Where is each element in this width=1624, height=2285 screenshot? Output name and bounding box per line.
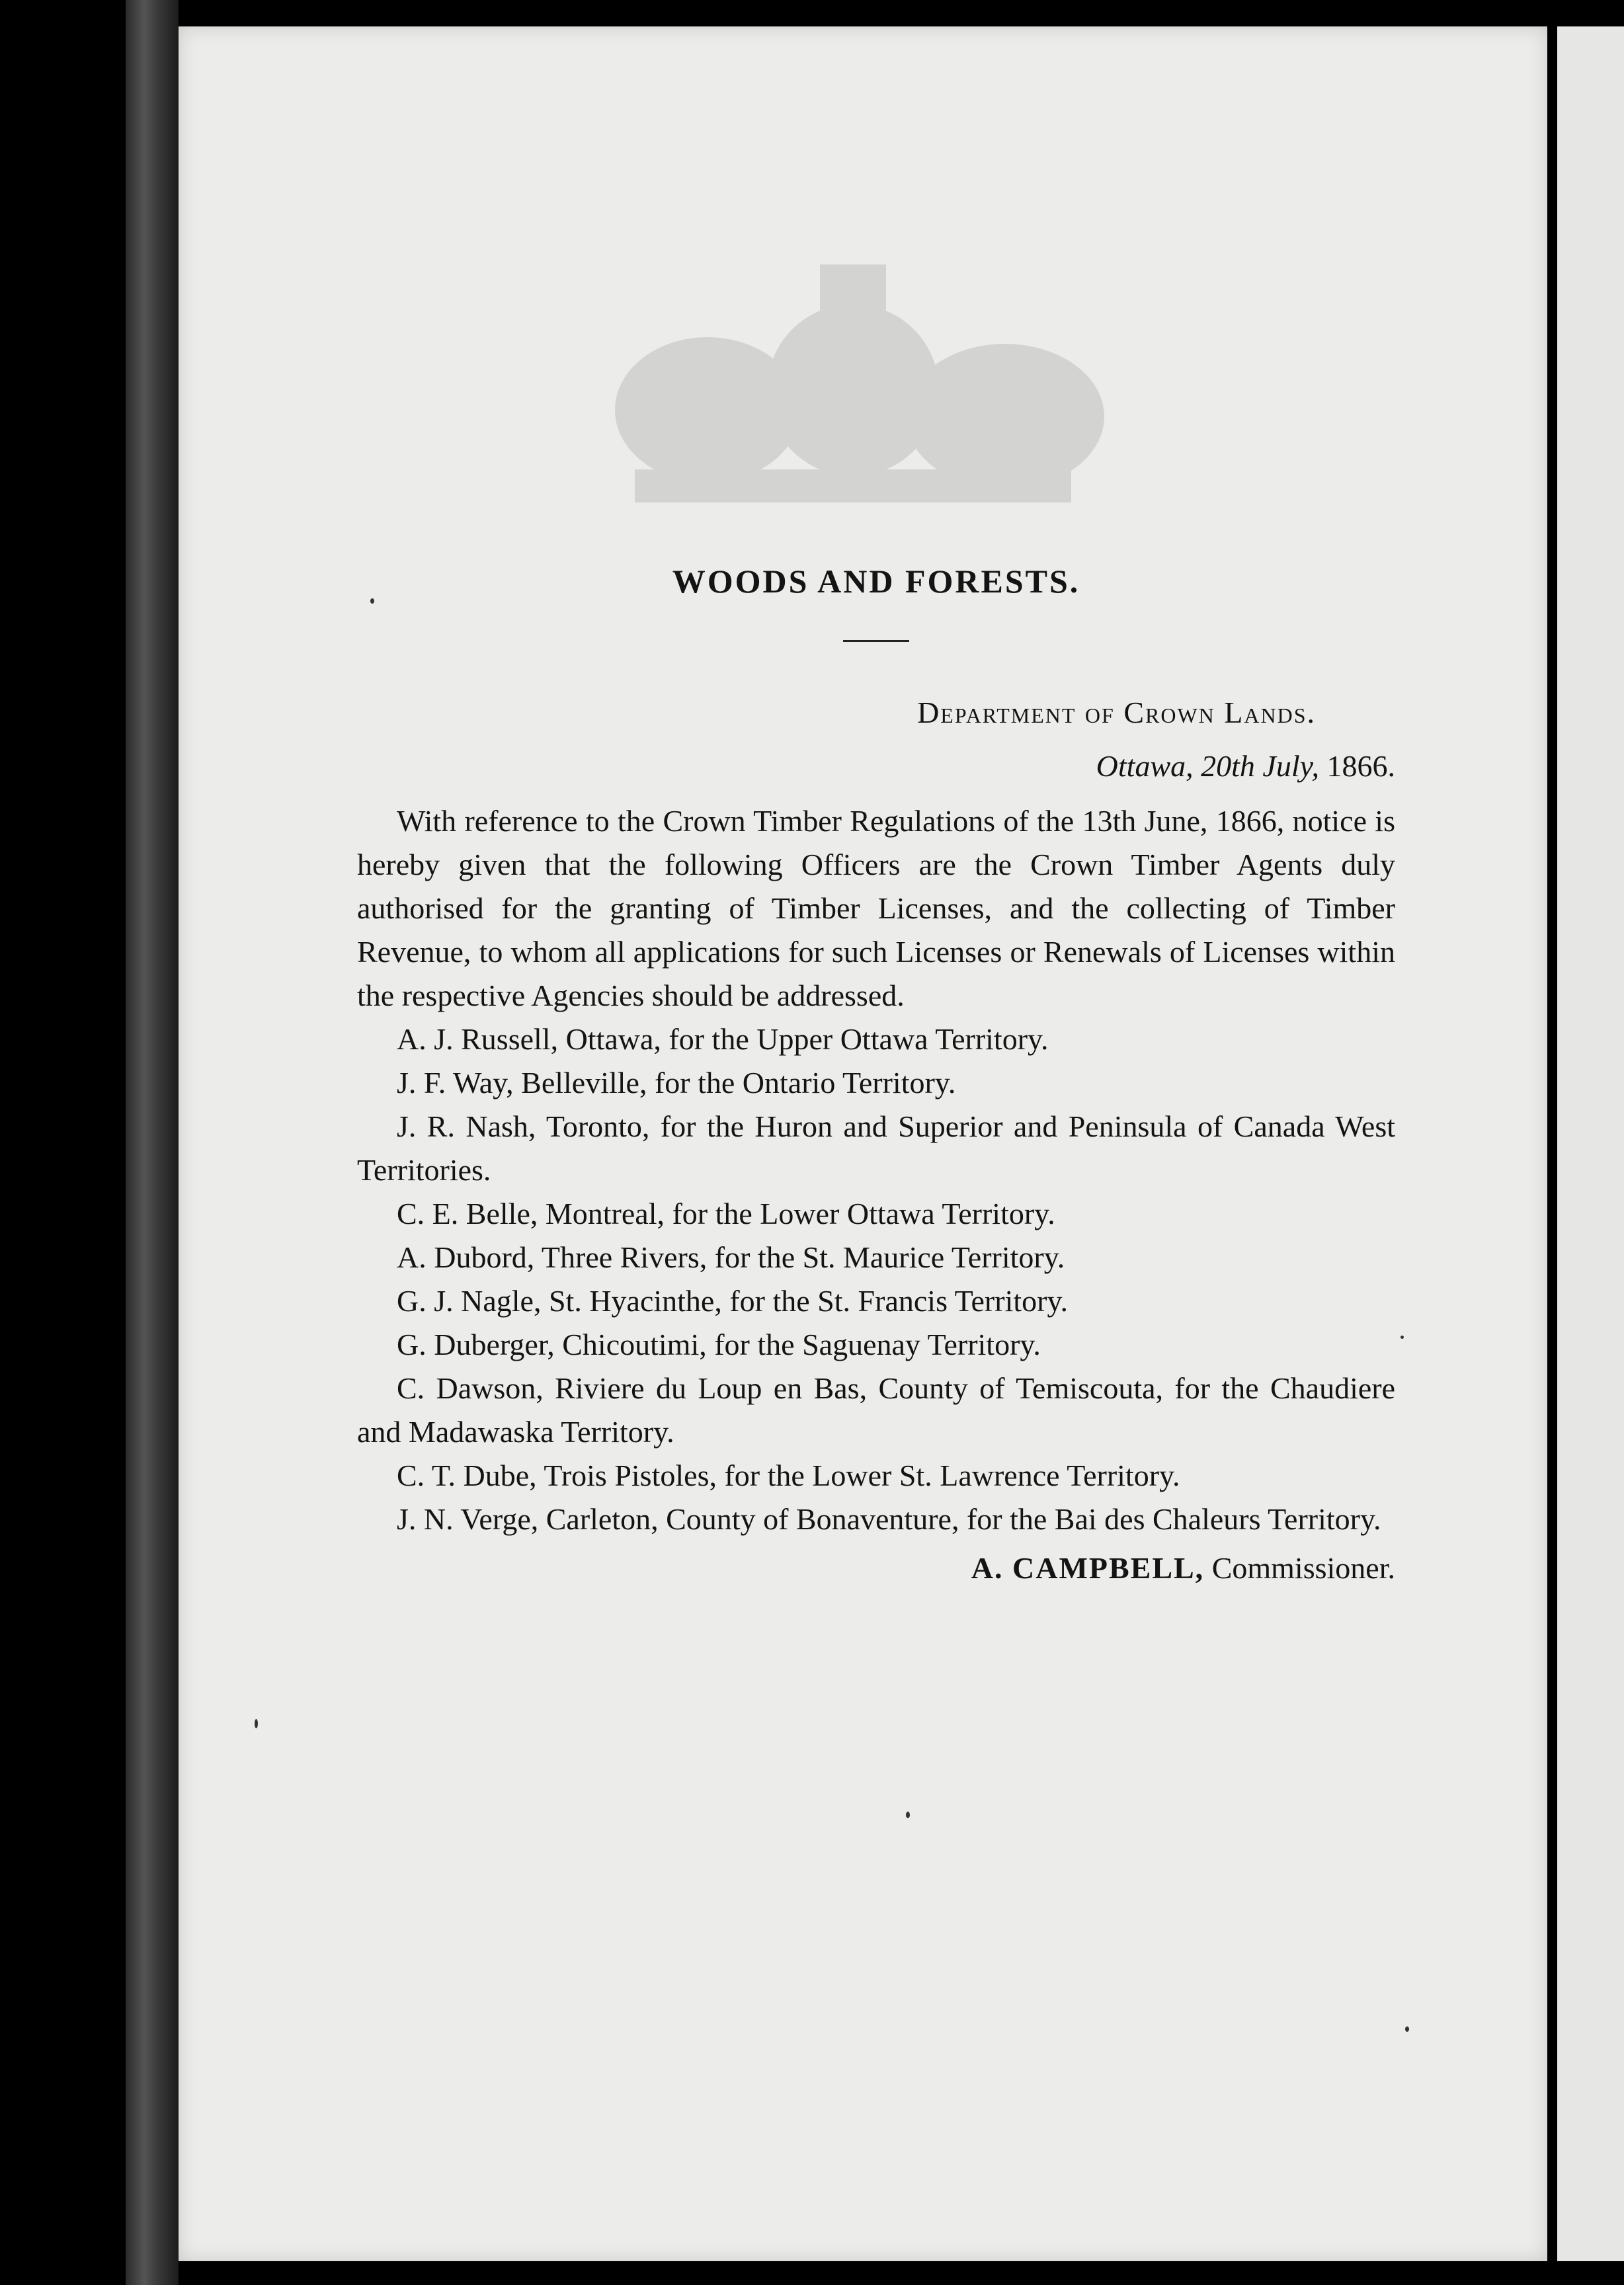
signature-name: A. CAMPBELL,: [971, 1551, 1205, 1585]
agent-entry: G. J. Nagle, St. Hyacinthe, for the St. Francis Territory.: [397, 1284, 1068, 1318]
signature-title: Commissioner.: [1211, 1551, 1395, 1585]
dateline: [357, 748, 1395, 783]
faded-coat-of-arms: [595, 251, 1111, 516]
agent-list: [357, 1018, 1395, 1541]
book-binding: [126, 0, 179, 2285]
title-rule: [843, 640, 909, 642]
department-heading: Department of Crown Lands.: [917, 696, 1316, 729]
agent-entry: A. Dubord, Three Rivers, for the St. Maurice Territory.: [397, 1240, 1065, 1274]
agent-entry: G. Duberger, Chicoutimi, for the Saguenay Territory.: [397, 1328, 1041, 1361]
agent-entry: C. Dawson, Riviere du Loup en Bas, County of Temiscouta, for the Chaudiere and Madawaska Territory.: [357, 1371, 1395, 1449]
agent-entry: A. J. Russell, Ottawa, for the Upper Ottawa Territory.: [397, 1022, 1049, 1056]
scan-speck: [1405, 2026, 1409, 2032]
signature: [357, 1546, 1395, 1590]
agent-entry: C. E. Belle, Montreal, for the Lower Ottawa Territory.: [397, 1197, 1055, 1230]
notice-body: [357, 799, 1395, 1541]
scan-speck: [370, 598, 374, 604]
adjacent-page-edge: [1557, 26, 1624, 2261]
dateline-place: Ottawa, 20th July,: [1096, 749, 1319, 783]
agent-entry: J. N. Verge, Carleton, County of Bonaventure, for the Bai des Chaleurs Territory.: [397, 1502, 1381, 1536]
notice: [357, 562, 1395, 1590]
scan-speck: [255, 1719, 258, 1728]
scan-speck: [906, 1812, 910, 1818]
agent-entry: J. F. Way, Belleville, for the Ontario Territory.: [397, 1066, 956, 1100]
agent-entry: J. R. Nash, Toronto, for the Huron and Superior and Peninsula of Canada West Territories.: [357, 1109, 1395, 1187]
intro-paragraph: With reference to the Crown Timber Regulations of the 13th June, 1866, notice is hereby given that the following Officers are the Crown Timber Agents duly authorised for the granting of Timber Licenses, and the collecting of Timber Revenue, to whom all applications for such Licenses or Renewals of Licenses within the respective Agencies should be addressed.: [357, 804, 1395, 1012]
page-gap: [1547, 0, 1557, 2285]
scan-speck: [1401, 1336, 1404, 1339]
dateline-year: 1866.: [1326, 749, 1395, 783]
notice-title: WOODS AND FORESTS.: [672, 563, 1080, 600]
agent-entry: C. T. Dube, Trois Pistoles, for the Lower St. Lawrence Territory.: [397, 1459, 1180, 1492]
